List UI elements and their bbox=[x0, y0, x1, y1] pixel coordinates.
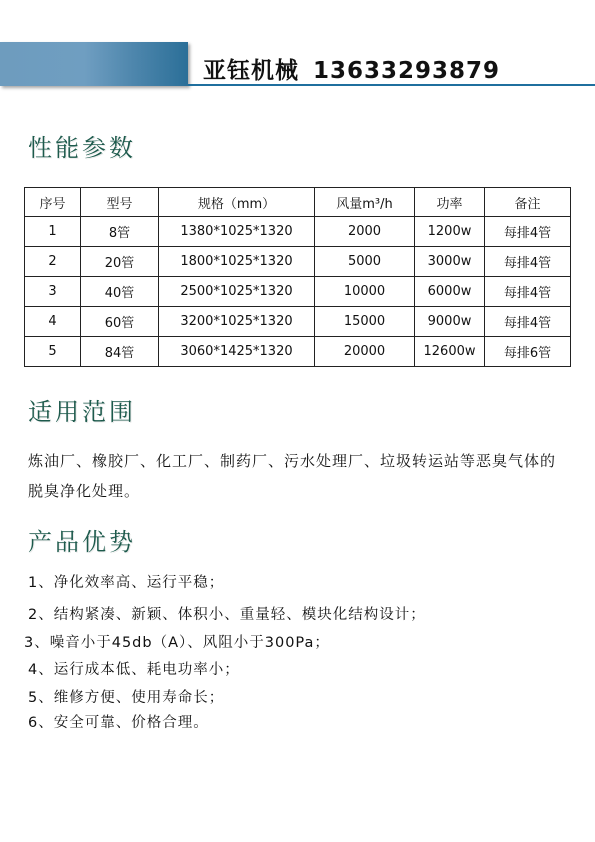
header-power: 功率 bbox=[415, 188, 485, 217]
cell-model: 84管 bbox=[81, 337, 159, 367]
cell-power: 9000w bbox=[415, 307, 485, 337]
cell-model: 40管 bbox=[81, 277, 159, 307]
company-name: 亚钰机械 bbox=[203, 58, 299, 84]
table-row bbox=[25, 337, 571, 367]
cell-model: 60管 bbox=[81, 307, 159, 337]
cell-remark: 每排4管 bbox=[485, 217, 571, 247]
advantage-item: 3、噪音小于45db（A）、风阻小于300Pa； bbox=[24, 635, 330, 651]
cell-power: 1200w bbox=[415, 217, 485, 247]
cell-power: 12600w bbox=[415, 337, 485, 367]
cell-airflow: 20000 bbox=[315, 337, 415, 367]
company-phone: 13633293879 bbox=[313, 58, 501, 84]
company-header bbox=[203, 52, 500, 85]
advantage-item: 4、运行成本低、耗电功率小； bbox=[28, 662, 240, 678]
header-banner bbox=[0, 42, 188, 86]
cell-power: 3000w bbox=[415, 247, 485, 277]
cell-index: 2 bbox=[25, 247, 81, 277]
cell-index: 3 bbox=[25, 277, 81, 307]
cell-remark: 每排6管 bbox=[485, 337, 571, 367]
table-row bbox=[25, 307, 571, 337]
cell-airflow: 2000 bbox=[315, 217, 415, 247]
cell-index: 1 bbox=[25, 217, 81, 247]
cell-model: 8管 bbox=[81, 217, 159, 247]
cell-remark: 每排4管 bbox=[485, 307, 571, 337]
cell-airflow: 10000 bbox=[315, 277, 415, 307]
table-header-row bbox=[25, 188, 571, 217]
performance-title: 性能参数 bbox=[28, 134, 136, 162]
advantage-item: 1、净化效率高、运行平稳； bbox=[28, 575, 225, 591]
header-model: 型号 bbox=[81, 188, 159, 217]
cell-dimensions: 1800*1025*1320 bbox=[159, 247, 315, 277]
header-remark: 备注 bbox=[485, 188, 571, 217]
header-dimensions: 规格（mm） bbox=[159, 188, 315, 217]
cell-dimensions: 3200*1025*1320 bbox=[159, 307, 315, 337]
table-row bbox=[25, 247, 571, 277]
cell-index: 4 bbox=[25, 307, 81, 337]
advantage-item: 5、维修方便、使用寿命长； bbox=[28, 690, 225, 706]
cell-power: 6000w bbox=[415, 277, 485, 307]
cell-dimensions: 1380*1025*1320 bbox=[159, 217, 315, 247]
table-row bbox=[25, 217, 571, 247]
cell-remark: 每排4管 bbox=[485, 247, 571, 277]
scope-title: 适用范围 bbox=[28, 398, 136, 426]
cell-remark: 每排4管 bbox=[485, 277, 571, 307]
cell-model: 20管 bbox=[81, 247, 159, 277]
cell-airflow: 15000 bbox=[315, 307, 415, 337]
cell-dimensions: 2500*1025*1320 bbox=[159, 277, 315, 307]
advantage-item: 2、结构紧凑、新颖、体积小、重量轻、模块化结构设计； bbox=[28, 607, 426, 623]
advantages-title: 产品优势 bbox=[28, 528, 136, 556]
header-airflow: 风量m³/h bbox=[315, 188, 415, 217]
scope-paragraph: 炼油厂、橡胶厂、化工厂、制药厂、污水处理厂、垃圾转运站等恶臭气体的脱臭净化处理。 bbox=[28, 452, 557, 500]
cell-airflow: 5000 bbox=[315, 247, 415, 277]
cell-dimensions: 3060*1425*1320 bbox=[159, 337, 315, 367]
cell-index: 5 bbox=[25, 337, 81, 367]
table-row bbox=[25, 277, 571, 307]
advantage-item: 6、安全可靠、价格合理。 bbox=[28, 715, 209, 731]
spec-table bbox=[24, 187, 571, 367]
header-index: 序号 bbox=[25, 188, 81, 217]
